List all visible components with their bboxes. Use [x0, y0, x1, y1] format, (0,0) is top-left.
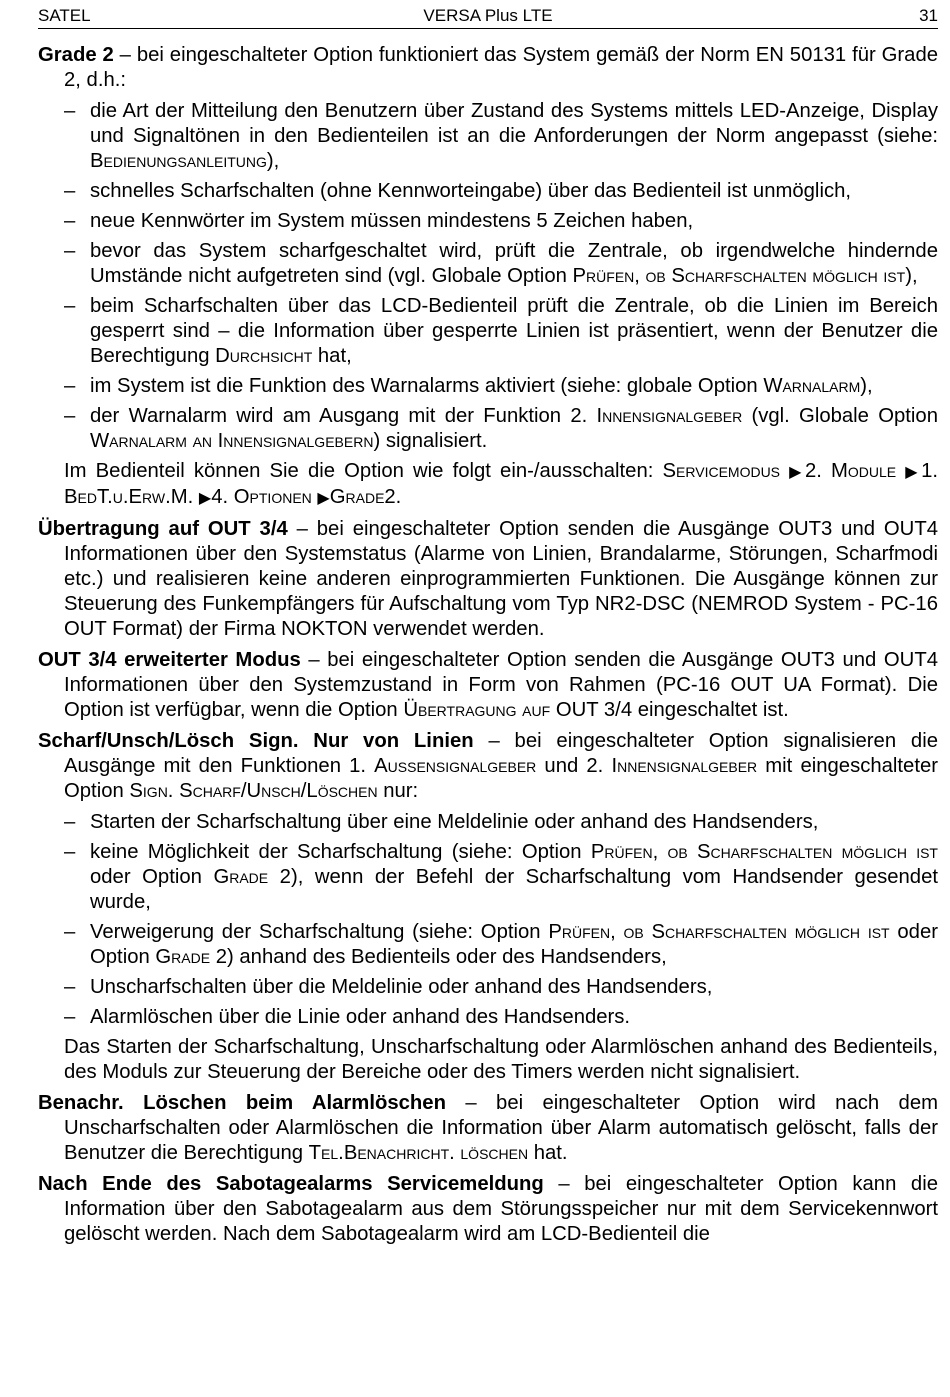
list-item: – Verweigerung der Scharfschaltung (siehe: Option Prüfen, ob Scharfschalten möglich ist oder Option Grade 2) anhand des Bedienteils oder des Handsenders, [64, 921, 938, 968]
dash-glyph: – [64, 100, 76, 122]
list-item: – neue Kennwörter im System müssen mindestens 5 Zeichen haben, [64, 210, 694, 232]
header-product: VERSA Plus LTE [423, 6, 553, 25]
option-term: Scharf/Unsch/Lösch Sign. Nur von Linien [38, 730, 474, 752]
list-item: – im System ist die Funktion des Warnalarms aktiviert (siehe: globale Option Warnalarm), [64, 375, 873, 397]
option-term: Nach Ende des Sabotagealarms Servicemeldung [38, 1173, 544, 1195]
option-grade2 [38, 43, 938, 93]
dash-glyph: – [64, 841, 76, 863]
arrow-right-icon: ▶ [789, 464, 805, 481]
menu-path-step: Servicemodus [662, 460, 781, 482]
dash-glyph: – [64, 976, 76, 998]
list-item: – Unscharfschalten über die Meldelinie oder anhand des Handsenders, [64, 976, 713, 998]
list-item: – beim Scharfschalten über das LCD-Bedienteil prüft die Zentrale, ob die Linien im Bereich gesperrt sind – die Information über gesperrte Linien ist präsentiert, wenn der Benutzer die Berechtigung Durchsicht hat, [64, 295, 938, 367]
dash-glyph: – [64, 1006, 76, 1028]
option-out34 [38, 517, 938, 642]
dash-glyph: – [64, 240, 76, 262]
option-text: – bei eingeschalteter Option senden die Ausgänge OUT3 und OUT4 Informationen über den Systemstatus (Alarme von Linien, Brandalarme, Störungen, Scharfmodi etc.) und realisieren keine anderen einprogrammierten Funktionen. Die Ausgänge können zur Steuerung des Funkempfängers für Aufschaltung vom Typ NR2-DSC (NEMROD System - PC-16 OUT Format) der Firma NOKTON verwendet werden. [64, 518, 938, 640]
dash-glyph: – [64, 811, 76, 833]
option-benachr-loeschen: Benachr. Löschen beim Alarmlöschen – bei eingeschalteter Option wird nach dem Unscharfschalten oder Alarmlöschen die Information über Alarm automatisch gelöscht, falls der Benutzer die Berechtigung Tel.Benachricht. löschen hat. [38, 1092, 938, 1164]
option-text: – bei eingeschalteter Option kann die Information über den Sabotagealarm aus dem Störungsspeicher nur mit dem Servicekennwort gelöscht werden. Nach dem Sabotagealarm wird am LCD-Bedienteil die [64, 1173, 938, 1245]
list-item: – die Art der Mitteilung den Benutzern über Zustand des Systems mittels LED-Anzeige, Display und Signaltönen in den Bedienteilen ist an die Anforderungen der Norm angepasst (siehe: Bedienungsanleitung), [64, 100, 938, 172]
option-term: Grade 2 [38, 44, 114, 66]
menu-path-note: Im Bedienteil können Sie die Option wie folgt ein-/ausschalten: Servicemodus ▶2. Module ▶1. BedT.u.Erw.M. ▶4. Optionen ▶Grade2. [64, 460, 938, 508]
arrow-right-icon: ▶ [317, 490, 330, 507]
menu-path-step: 2. Module [804, 460, 897, 482]
dash-glyph: – [64, 180, 76, 202]
dash-glyph: – [64, 210, 76, 232]
dash-glyph: – [64, 375, 76, 397]
dash-glyph: – [64, 295, 76, 317]
menu-path-step: 4. Optionen [211, 486, 312, 508]
page-header [38, 4, 938, 29]
option-text: – bei eingeschalteter Option funktioniert das System gemäß der Norm EN 50131 für Grade 2, d.h.: [64, 44, 939, 91]
list-item: – der Warnalarm wird am Ausgang mit der Funktion 2. Innensignalgeber (vgl. Globale Option Warnalarm an Innensignalgebern) signalisiert. [64, 405, 938, 452]
menu-path-step: 1. BedT.u.Erw.M. [64, 460, 938, 508]
option-term: Benachr. Löschen beim Alarmlöschen [38, 1092, 446, 1114]
dash-glyph: – [64, 921, 76, 943]
option-sabotage-servicemeldung [38, 1172, 938, 1247]
menu-path-step: Grade2. [329, 486, 402, 508]
scharf-list [38, 810, 938, 1030]
option-term: Übertragung auf OUT 3/4 [38, 518, 288, 540]
option-scharf-unsch-loesch: Scharf/Unsch/Lösch Sign. Nur von Linien – bei eingeschalteter Option signalisieren die Ausgänge mit den Funktionen 1. Außensignalgeber und 2. Innensignalgeber mit eingeschalteter Option Sign. Scharf/Unsch/Löschen nur: [38, 730, 938, 802]
list-item: – Alarmlöschen über die Linie oder anhand des Handsenders. [64, 1006, 631, 1028]
list-item: – bevor das System scharfgeschaltet wird, prüft die Zentrale, ob irgendwelche hindernde Umstände nicht aufgetreten sind (vgl. Globale Option Prüfen, ob Scharfschalten möglich ist), [64, 240, 938, 287]
option-out34-extended: OUT 3/4 erweiterter Modus – bei eingeschalteter Option senden die Ausgänge OUT3 und OUT4 Informationen über den Systemzustand in Form von Rahmen (PC-16 OUT UA Format). Die Option ist verfügbar, wenn die Option Übertragung auf OUT 3/4 eingeschaltet ist. [38, 649, 938, 721]
page-number: 31 [919, 6, 938, 25]
arrow-right-icon: ▶ [198, 490, 212, 507]
list-item: – keine Möglichkeit der Scharfschaltung (siehe: Option Prüfen, ob Scharfschalten möglich ist oder Option Grade 2), wenn der Befehl der Scharfschaltung vom Handsender gesendet wurde, [64, 841, 938, 913]
option-term: OUT 3/4 erweiterter Modus [38, 649, 301, 671]
list-item: – Starten der Scharfschaltung über eine Meldelinie oder anhand des Handsenders, [64, 811, 819, 833]
grade2-list [38, 99, 938, 454]
arrow-right-icon: ▶ [905, 464, 922, 481]
header-brand: SATEL [38, 6, 91, 25]
list-item: – schnelles Scharfschalten (ohne Kennworteingabe) über das Bedienteil ist unmöglich, [64, 180, 852, 202]
dash-glyph: – [64, 405, 76, 427]
page-content [38, 43, 938, 1253]
scharf-note: Das Starten der Scharfschaltung, Unscharfschaltung oder Alarmlöschen anhand des Bedienteils, des Moduls zur Steuerung der Bereiche oder des Timers werden nicht signalisiert. [64, 1036, 938, 1083]
